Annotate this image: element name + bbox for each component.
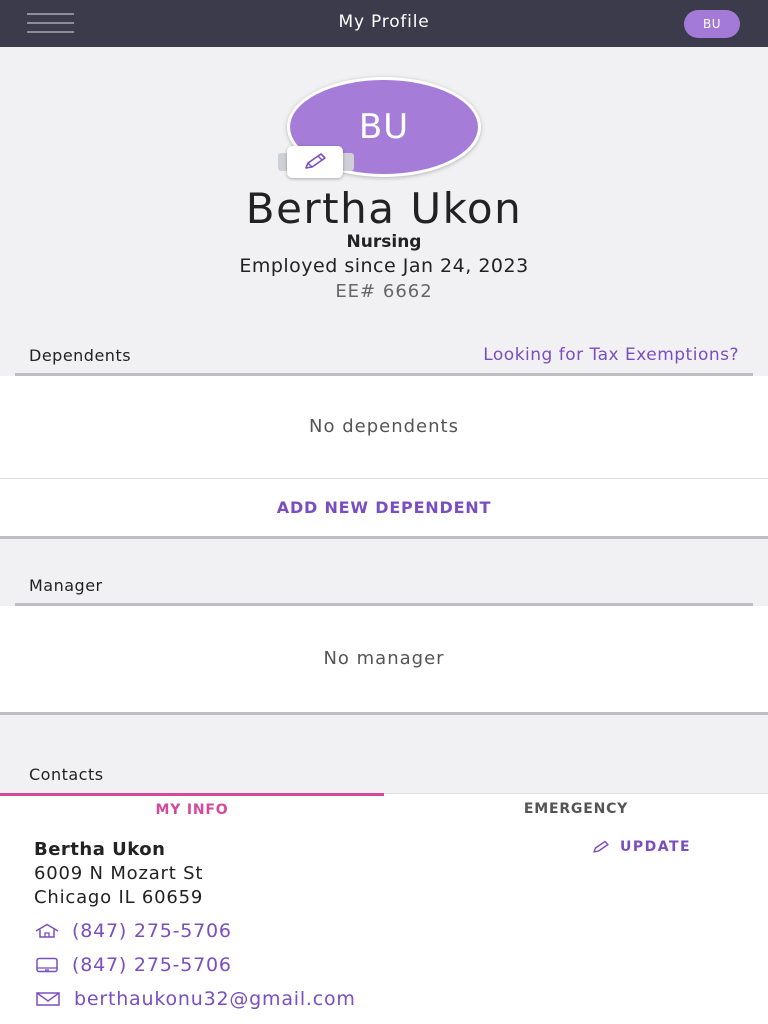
profile-department: Nursing [346,232,422,252]
home-icon [34,923,60,939]
profile-name: Bertha Ukon [245,184,523,233]
tax-exemptions-link[interactable]: Looking for Tax Exemptions? [483,345,739,365]
pencil-icon [300,152,330,172]
mobile-phone-row[interactable] [34,954,232,976]
divider [0,712,768,715]
no-manager-text: No manager [323,648,445,669]
email-row[interactable] [34,988,356,1010]
tablet-icon [34,957,60,973]
update-button[interactable] [592,839,691,855]
pencil-icon [592,840,612,854]
page-title: My Profile [338,12,430,32]
add-dependent-button[interactable]: ADD NEW DEPENDENT [0,478,768,536]
tab-my-info[interactable]: MY INFO [0,793,384,823]
manager-label: Manager [29,576,103,595]
address-line-1: 6009 N Mozart St [34,863,204,884]
contacts-label: Contacts [29,765,104,784]
edit-photo-button[interactable] [287,146,343,178]
contact-info-panel [0,823,768,1024]
update-label: UPDATE [620,839,692,855]
no-dependents-text: No dependents [309,416,459,437]
email: berthaukonu32@gmail.com [74,988,356,1010]
mobile-phone: (847) 275-5706 [72,954,232,976]
tab-emergency[interactable]: EMERGENCY [384,793,768,823]
employee-number: EE# 6662 [335,281,433,302]
address-line-2: Chicago IL 60659 [34,887,204,908]
top-bar [0,0,768,47]
home-phone-row[interactable] [34,920,232,942]
profile-avatar: BU [287,77,481,177]
divider [0,536,768,539]
contact-tabs [0,793,768,823]
contact-name: Bertha Ukon [34,839,166,860]
home-phone: (847) 275-5706 [72,920,232,942]
mail-icon [34,991,62,1007]
dependents-label: Dependents [29,346,132,365]
employed-since: Employed since Jan 24, 2023 [239,255,529,277]
header-avatar[interactable]: BU [684,10,740,38]
